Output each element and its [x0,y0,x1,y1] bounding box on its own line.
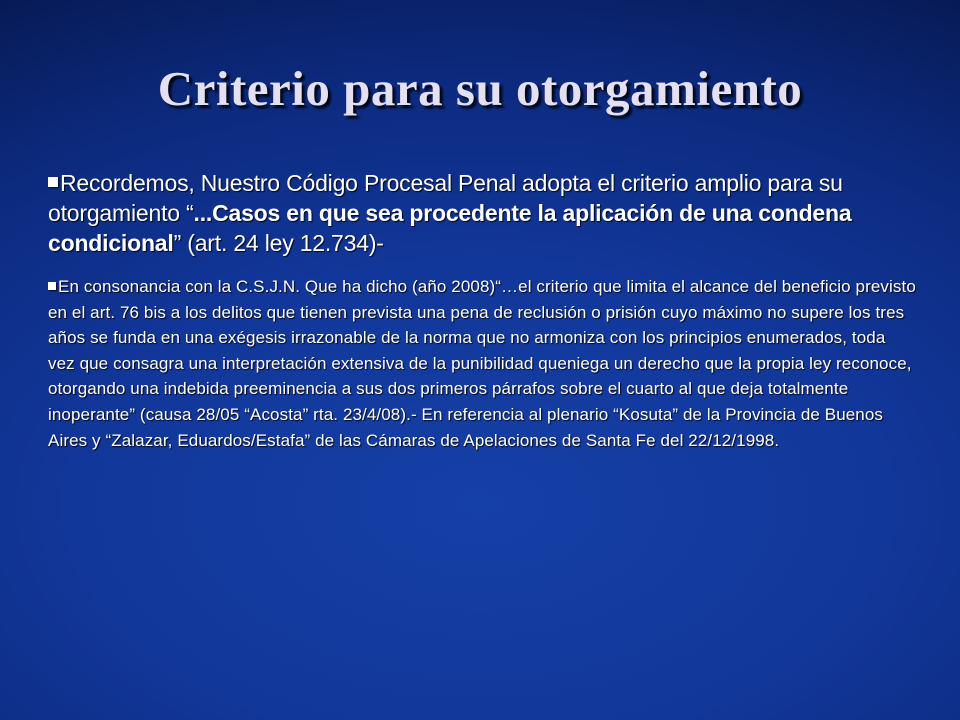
slide-title: Criterio para su otorgamiento [157,61,803,116]
paragraph-codigo-procesal [48,168,916,258]
paragraph-1-citation: ” (art. 24 ley 12.734)- [173,230,384,256]
paragraph-1-text: Recordemos, Nuestro Código Procesal Penal adopta el criterio amplio para su otorgamiento “ [48,170,843,226]
paragraph-csjn [48,274,916,453]
square-bullet-icon [48,282,56,290]
slide-content [48,168,916,453]
square-bullet-icon [48,177,58,187]
paragraph-2-text: En consonancia con la C.S.J.N. Que ha dicho (año 2008)“…el criterio que limita el alcance del beneficio previsto en el art. 76 bis a los delitos que tienen prevista una pena de reclusión o prisión cuyo máximo no supere los tres años se funda en una exégesis irrazonable de la norma que no armoniza con los principios enumerados, toda vez que consagra una interpretación extensiva de la punibilidad queniega un derecho que la propia ley reconoce, otorgando una indebida preeminencia a sus dos primeros párrafos sobre el cuarto al que deja totalmente inoperante” (causa 28/05 “Acosta” rta. 23/4/08).- En referencia al plenario “Kosuta” de la Provincia de Buenos Aires y “Zalazar, Eduardos/Estafa” de las Cámaras de Apelaciones de Santa Fe del 22/12/1998. [48,277,916,450]
paragraph-1-bold-quote: ...Casos en que sea procedente la aplicación de una condena condicional [48,200,852,256]
